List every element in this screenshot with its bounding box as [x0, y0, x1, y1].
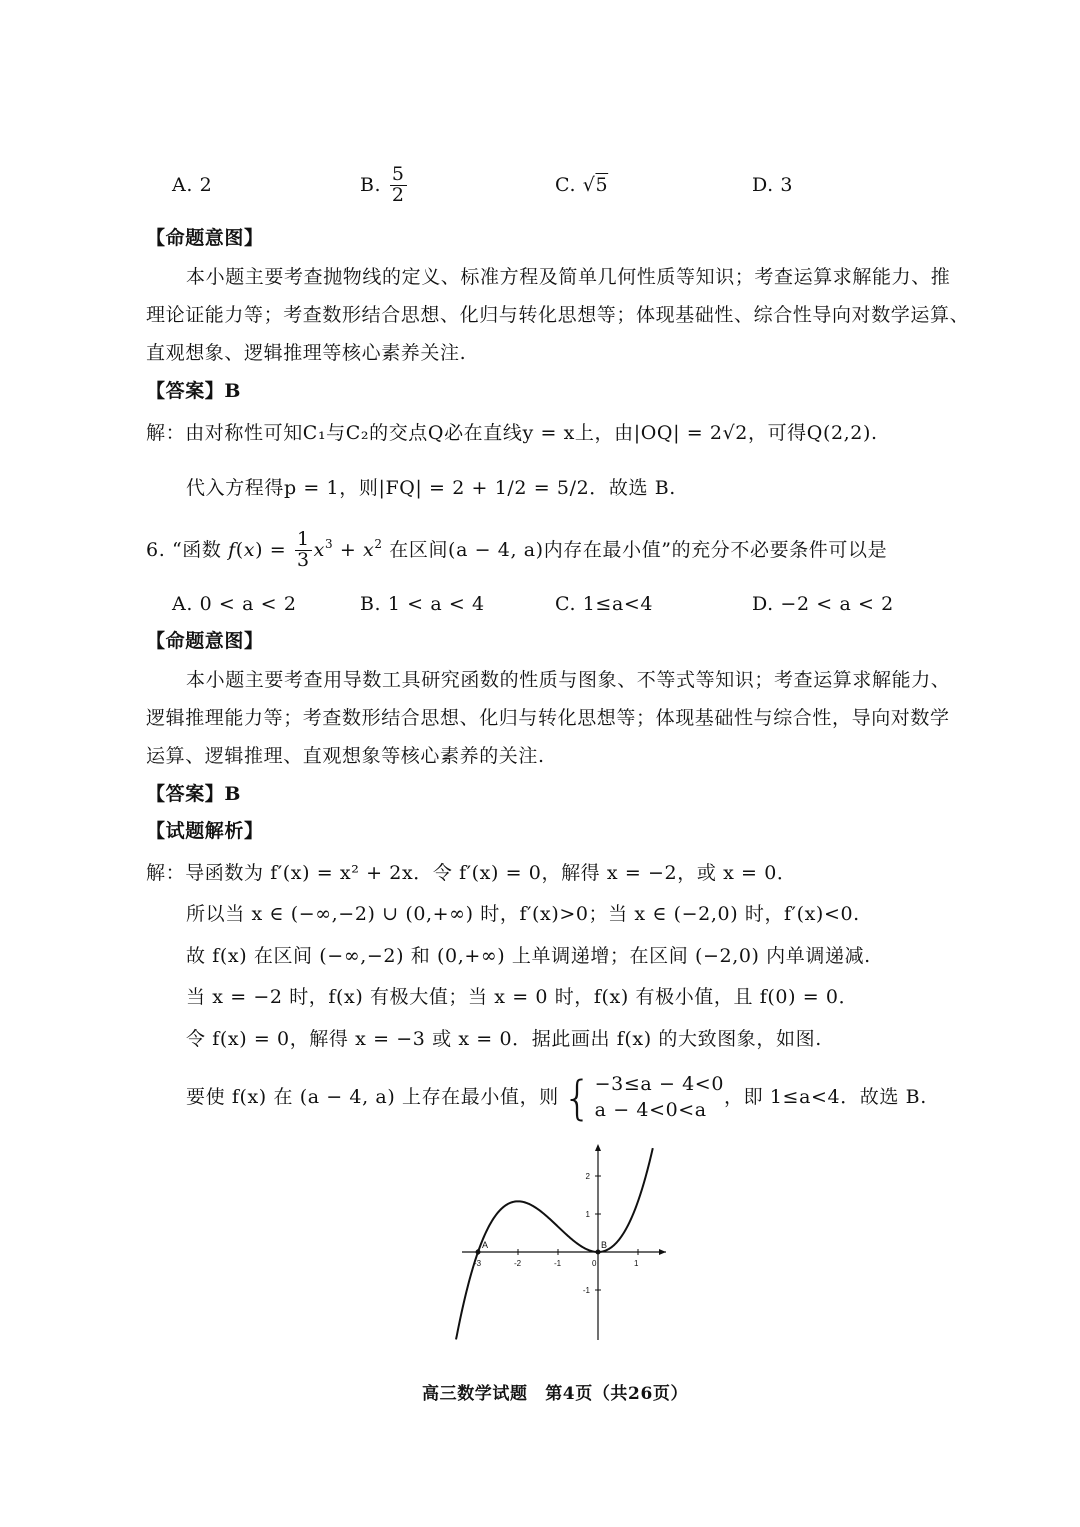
- q6-solution-line-3: 故 f(x) 在区间 (−∞,−2) 和 (0,+∞) 上单调递增；在区间 (−2,0) 内单调递减.: [186, 945, 871, 967]
- q5-intent-line-2: 理论证能力等；考查数形结合思想、化归与转化思想等；体现基础性、综合性导向对数学运算、: [146, 304, 970, 326]
- x-tick-label: -3: [474, 1259, 482, 1268]
- frac-num: 5: [391, 163, 405, 185]
- point-b-label: B: [601, 1240, 608, 1250]
- inequality-system: [595, 1072, 724, 1123]
- q5-option-c-radicand: 5: [595, 174, 609, 196]
- system-row-2: a − 4<0<a: [594, 1098, 707, 1121]
- x-tick-label: 1: [634, 1259, 639, 1268]
- q6-stem-post: 在区间(a − 4, a)内存在最小值”的充分不必要条件可以是: [389, 538, 888, 561]
- q6-intent-heading: 【命题意图】: [146, 630, 264, 652]
- q6-intent-line-1: 本小题主要考查用导数工具研究函数的性质与图象、不等式等知识；考查运算求解能力、: [186, 669, 951, 691]
- q6-intent-line-2: 逻辑推理能力等；考查数形结合思想、化归与转化思想等；体现基础性与综合性，导向对数学: [146, 707, 950, 729]
- q6-option-d: D. −2 < a < 2: [752, 593, 894, 615]
- x-tick-label: 0: [592, 1259, 597, 1268]
- q6-option-b: B. 1 < a < 4: [360, 593, 485, 615]
- q5-answer: 【答案】B: [146, 380, 242, 402]
- q6-solution-line-4: 当 x = −2 时，f(x) 有极大值；当 x = 0 时，f(x) 有极小值，且 f(0) = 0．: [186, 986, 859, 1008]
- q6-option-a: A. 0 < a < 2: [172, 593, 297, 615]
- q6-solution-line-6-text: 要使 f(x) 在 (a − 4, a) 上存在最小值，则: [186, 1086, 559, 1109]
- q6-solution-line-2: 所以当 x ∈ (−∞,−2) ∪ (0,+∞) 时，f′(x)>0；当 x ∈ (−2,0) 时，f′(x)<0.: [186, 903, 860, 925]
- q6-stem: 6. “函数 f(x) = $\frac{1}{3}$ $x^3 + x^2$ 在区间(a − 4, a)内存在最小值”的充分不必要条件可以是: [146, 528, 888, 571]
- q6-solution-line-6-end: ，即 1≤a<4．故选 B.: [724, 1086, 927, 1109]
- q5-option-a: A. 2: [172, 174, 213, 196]
- q6-analysis-heading: 【试题解析】: [146, 820, 264, 842]
- x-tick-label: -2: [514, 1259, 522, 1268]
- q5-option-c: C. √5: [555, 174, 609, 196]
- q5-option-b-letter: B.: [360, 173, 382, 196]
- q6-answer: 【答案】B: [146, 783, 242, 805]
- q6-option-c: C. 1≤a<4: [555, 593, 654, 615]
- point-a-label: A: [482, 1240, 489, 1250]
- frac-den: 2: [391, 183, 405, 206]
- q5-option-c-letter: C.: [555, 174, 577, 196]
- q5-option-b-fraction: [390, 165, 407, 206]
- q5-intent-line-3: 直观想象、逻辑推理等核心素养关注.: [146, 342, 467, 364]
- q5-solution-line-1: 解：由对称性可知C₁与C₂的交点Q必在直线y = x上，由|OQ| = 2√2，可得Q(2,2).: [146, 422, 878, 444]
- q5-intent-heading: 【命题意图】: [146, 227, 264, 249]
- x-axis-arrow: [659, 1249, 666, 1255]
- x-tick-label: -1: [554, 1259, 562, 1268]
- q6-solution-line-1: 解：导函数为 f′(x) = x² + 2x．令 f′(x) = 0，解得 x = −2，或 x = 0．: [146, 862, 797, 884]
- q5-option-b: [360, 165, 409, 206]
- y-axis-arrow: [595, 1144, 601, 1151]
- function-graph: [440, 1140, 680, 1345]
- y-tick-label: -1: [582, 1286, 590, 1295]
- system-row-1: −3≤a − 4<0: [594, 1073, 725, 1095]
- q6-intent-line-3: 运算、逻辑推理、直观想象等核心素养的关注.: [146, 745, 545, 767]
- q5-intent-line-1: 本小题主要考查抛物线的定义、标准方程及简单几何性质等知识；考查运算求解能力、推: [186, 266, 951, 288]
- system-brace: {: [562, 1070, 593, 1125]
- q6-solution-line-6: [186, 1072, 927, 1123]
- y-tick-label: 2: [585, 1172, 590, 1181]
- q6-stem-pre: 6. “函数: [146, 538, 222, 561]
- point-b: [596, 1250, 601, 1255]
- point-a: [476, 1250, 481, 1255]
- page-footer: 高三数学试题 第4页（共26页）: [422, 1384, 689, 1404]
- y-tick-label: 1: [585, 1210, 590, 1219]
- q5-option-d: D. 3: [752, 174, 794, 196]
- q5-solution-line-2: 代入方程得p = 1，则|FQ| = 2 + 1/2 = 5/2．故选 B.: [186, 477, 676, 499]
- q6-solution-line-5: 令 f(x) = 0，解得 x = −3 或 x = 0．据此画出 f(x) 的大致图象，如图.: [186, 1028, 822, 1050]
